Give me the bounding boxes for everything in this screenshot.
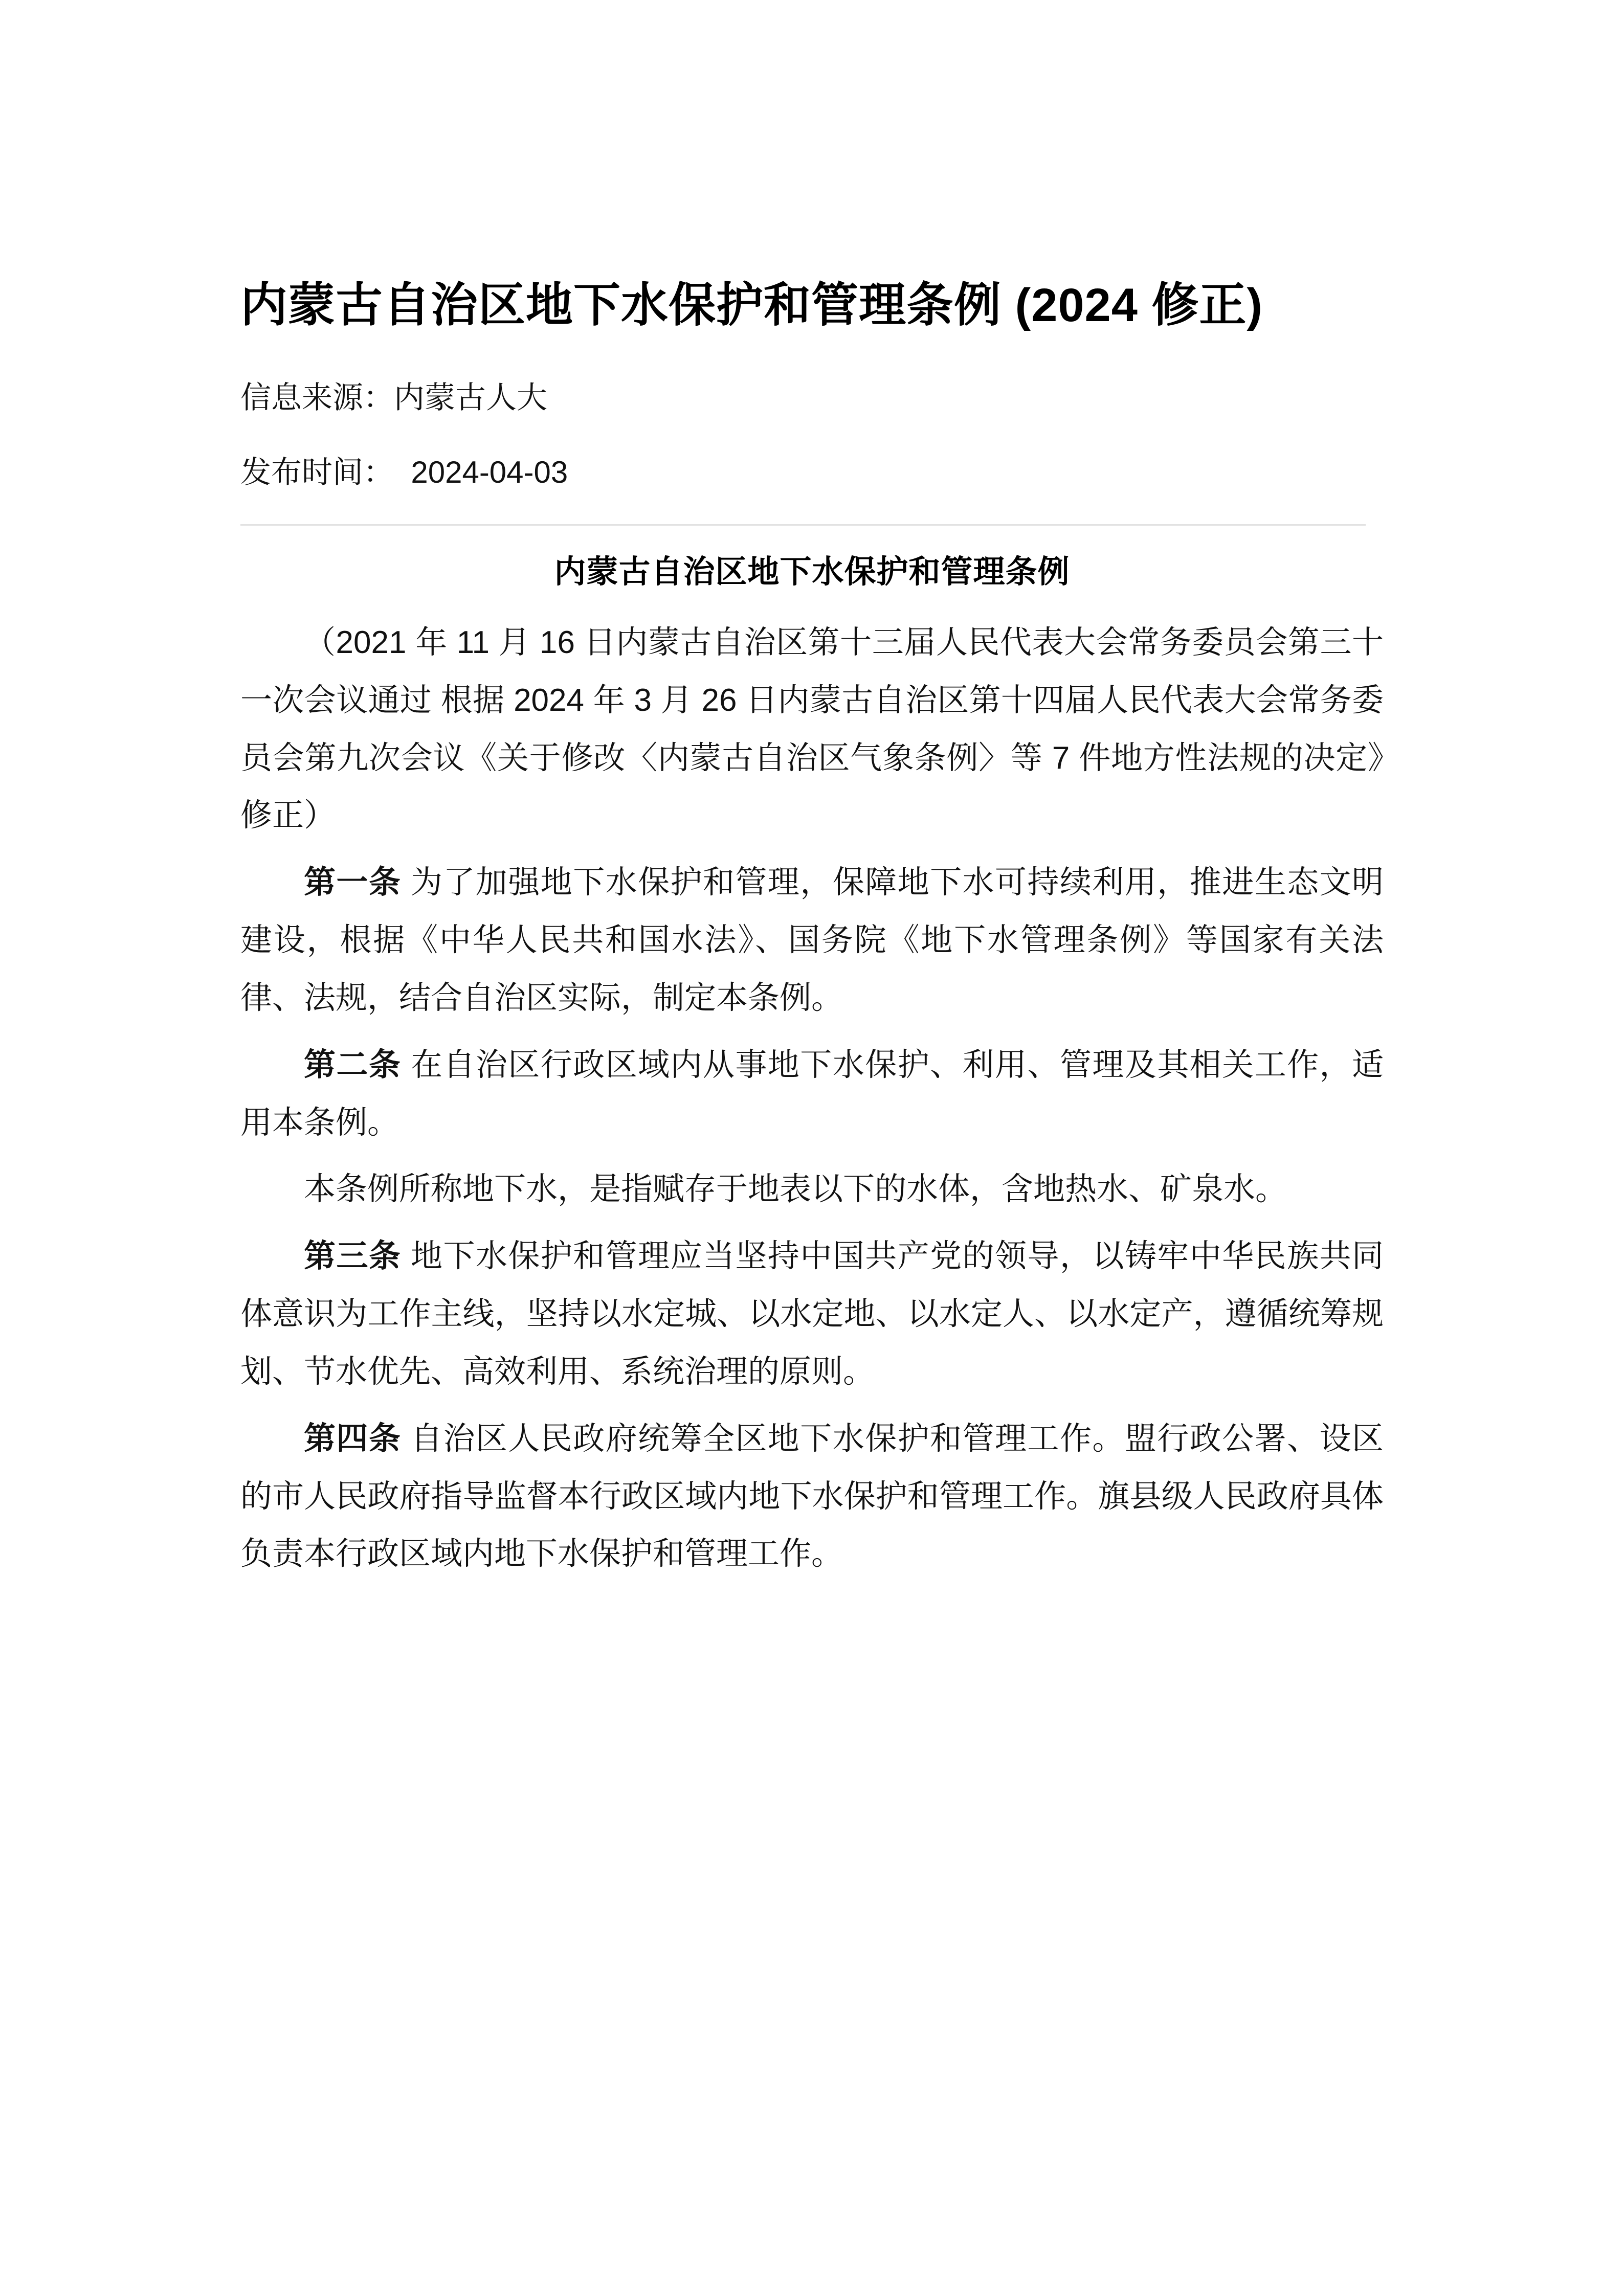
paragraph-text: 地下水保护和管理应当坚持中国共产党的领导，以铸牢中华民族共同体意识为工作主线，坚持以水定城、以水定地、以水定人、以水定产，遵循统筹规划、节水优先、高效利用、系统治理的原则。 bbox=[240, 1239, 1384, 1389]
page-title: 内蒙古自治区地下水保护和管理条例 (2024 修正) bbox=[240, 279, 1263, 331]
publish-time: 发布时间： 2024-04-03 bbox=[240, 455, 568, 489]
paragraph-lead: 第四条 bbox=[304, 1421, 402, 1456]
paragraph-text: （2021 年 11 月 16 日内蒙古自治区第十三届人民代表大会常务委员会第三十一次会议通过 根据 2024 年 3 月 26 日内蒙古自治区第十四届人民代表大会常务委员会第九次会议《关于修改〈内蒙古自治区气象条例〉等 7 件地方性法规的决定》修正） bbox=[240, 625, 1384, 834]
regulation-body bbox=[240, 614, 1384, 1583]
paragraph-lead: 第三条 bbox=[304, 1239, 402, 1274]
paragraph-text: 自治区人民政府统筹全区地下水保护和管理工作。盟行政公署、设区的市人民政府指导监督本行政区域内地下水保护和管理工作。旗县级人民政府具体负责本行政区域内地下水保护和管理工作。 bbox=[240, 1421, 1384, 1572]
paragraph-article-3 bbox=[240, 1228, 1384, 1401]
paragraph-article-1 bbox=[240, 854, 1384, 1027]
paragraph-article-2 bbox=[240, 1037, 1384, 1152]
paragraph-lead: 第一条 bbox=[304, 865, 402, 901]
header-divider bbox=[240, 524, 1366, 526]
information-source: 信息来源：内蒙古人大 bbox=[240, 380, 547, 415]
paragraph-preamble bbox=[240, 614, 1384, 845]
paragraph-article-2-definition bbox=[240, 1161, 1384, 1219]
paragraph-lead: 第二条 bbox=[304, 1047, 402, 1083]
regulation-subtitle: 内蒙古自治区地下水保护和管理条例 bbox=[554, 554, 1070, 590]
paragraph-text: 为了加强地下水保护和管理，保障地下水可持续利用，推进生态文明建设，根据《中华人民共和国水法》、国务院《地下水管理条例》等国家有关法律、法规，结合自治区实际，制定本条例。 bbox=[240, 865, 1384, 1016]
paragraph-text: 在自治区行政区域内从事地下水保护、利用、管理及其相关工作，适用本条例。 bbox=[240, 1047, 1384, 1140]
paragraph-text: 本条例所称地下水，是指赋存于地表以下的水体，含地热水、矿泉水。 bbox=[304, 1172, 1287, 1207]
paragraph-article-4 bbox=[240, 1410, 1384, 1583]
